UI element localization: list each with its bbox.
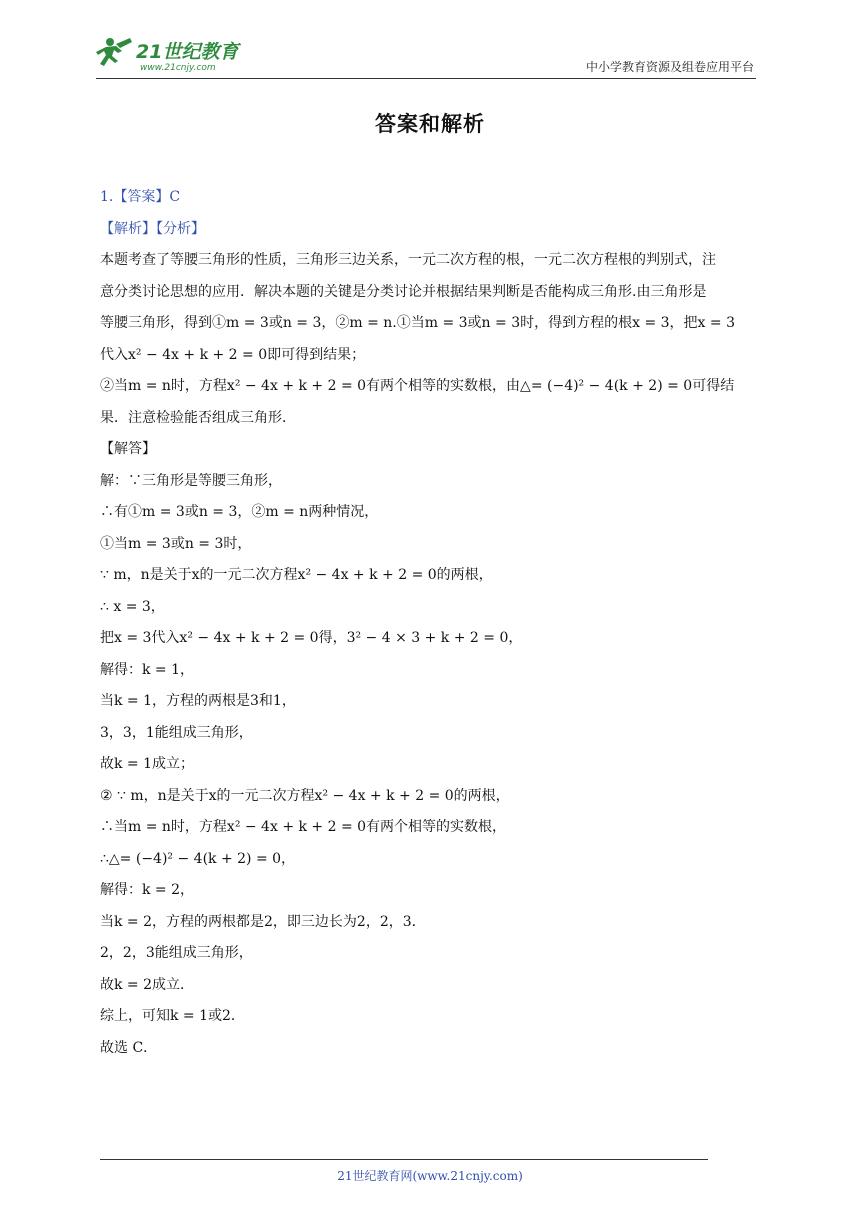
text-line: ∵ m，n是关于x的一元二次方程x² − 4x + k + 2 = 0的两根， [100,567,493,583]
answer-line: 1.【答案】C [100,189,181,205]
text-line: 解：∵三角形是等腰三角形， [100,472,282,489]
text-line: ∴当m = n时，方程x² − 4x + k + 2 = 0有两个相等的实数根， [100,819,507,835]
text-line: 把x = 3代入x² − 4x + k + 2 = 0得，3² − 4 × 3 + k + 2 = 0， [100,630,523,646]
text-line: ∴有①m = 3或n = 3，②m = n两种情况， [100,504,379,520]
text-line: 代入x² − 4x + k + 2 = 0即可得到结果； [100,346,366,363]
page-header [96,32,756,79]
text-line: ∴△= (−4)² − 4(k + 2) = 0， [100,850,296,867]
text-line: 故选 C． [100,1039,158,1056]
answer-content [100,182,770,1064]
text-line: 等腰三角形，得到①m = 3或n = 3，②m = n.①当m = 3或n = 3时，得到方程的根x = 3，把x = 3 [100,315,735,331]
footer-divider [100,1159,708,1160]
text-line: 2，2，3能组成三角形， [100,945,253,961]
text-line: 故k = 2成立． [100,976,195,993]
text-line: ② ∵ m，n是关于x的一元二次方程x² − 4x + k + 2 = 0的两根， [100,787,510,804]
text-line: 解得：k = 1， [100,661,195,678]
svg-text:21世纪教育: 21世纪教育 [136,41,239,63]
text-line: 综上，可知k = 1或2． [100,1008,245,1024]
text-line: 当k = 2，方程的两根都是2，即三边长为2，2，3． [100,913,426,930]
site-logo [96,36,266,74]
text-line: 故k = 1成立； [100,756,195,772]
text-line: 解得：k = 2， [100,882,195,898]
solution-heading: 【解答】 [100,441,156,457]
text-line: 本题考查了等腰三角形的性质，三角形三边关系，一元二次方程的根，一元二次方程根的判别式，注 [100,252,716,268]
text-line: ①当m = 3或n = 3时， [100,535,252,552]
platform-name: 中小学教育资源及组卷应用平台 [585,60,754,74]
text-line: 意分类讨论思想的应用．解决本题的关键是分类讨论并根据结果判断是否能构成三角形.由三角形是 [100,283,707,300]
svg-text:www.21cnjy.com: www.21cnjy.com [140,63,216,73]
page-footer: 21世纪教育网(www.21cnjy.com) [337,1169,523,1183]
text-line: ∴ x = 3， [100,598,165,615]
text-line: 果．注意检验能否组成三角形． [100,409,296,426]
text-line: 当k = 1，方程的两根是3和1， [100,693,296,709]
analysis-heading: 【解析】【分析】 [100,220,205,237]
page-title: 答案和解析 [375,112,485,136]
text-line: ②当m = n时，方程x² − 4x + k + 2 = 0有两个相等的实数根，由△= (−4)² − 4(k + 2) = 0可得结 [100,378,735,394]
text-line: 3，3，1能组成三角形， [100,724,253,741]
